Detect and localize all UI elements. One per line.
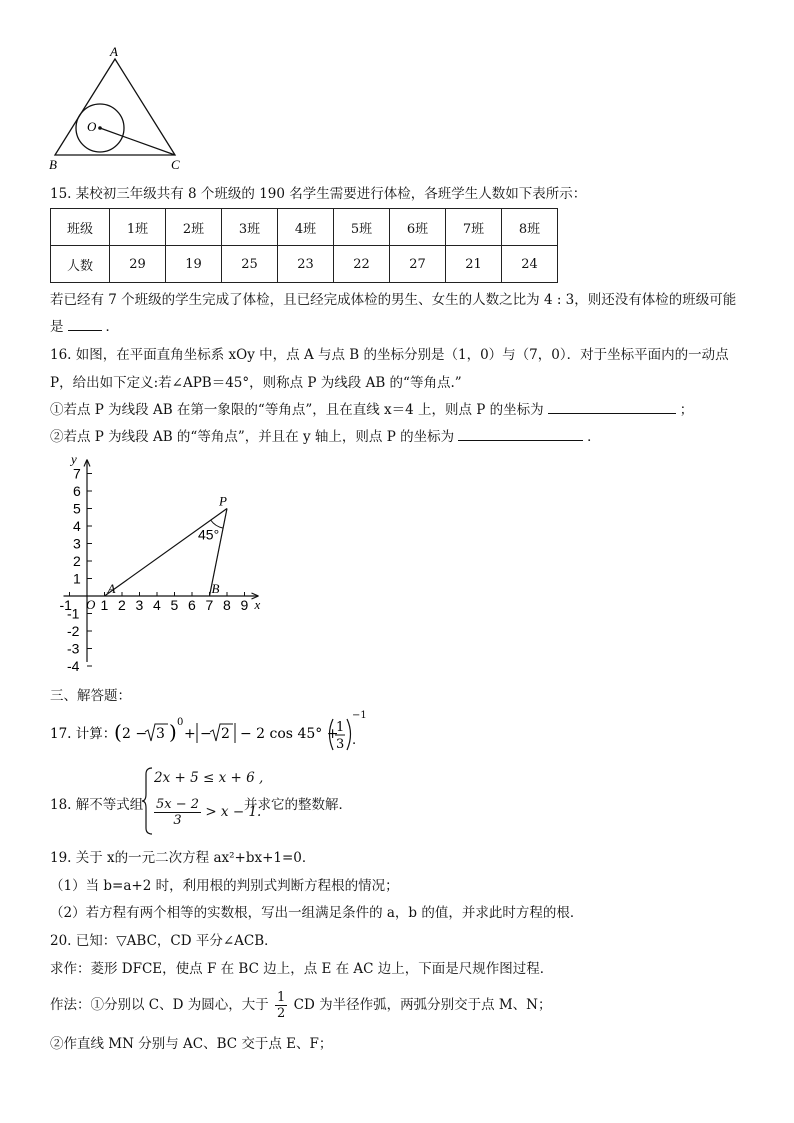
q20-line3 <box>50 990 552 1021</box>
q19-line1: 19. 关于 x的一元二次方程 ax²+bx+1=0． <box>50 850 316 866</box>
segment-ap <box>105 509 228 597</box>
q15-text-line2 <box>50 315 119 335</box>
point-o <box>98 126 102 130</box>
table-cell: 2班 <box>166 209 222 246</box>
y-tick-label: -2 <box>67 623 80 639</box>
q16-line3a: ①若点 P 为线段 AB 在第一象限的“等角点”，且在直线 x＝4 上，则点 P 的坐标为 <box>50 402 544 418</box>
y-tick-label: 1 <box>73 570 81 587</box>
q18-suffix: 并求它的整数解． <box>244 797 352 813</box>
y-tick-label: 2 <box>73 553 81 569</box>
table-cell: 19 <box>166 246 222 283</box>
segment-oc <box>100 128 175 155</box>
q15-stem: 15. 某校初三年级共有 8 个班级的 190 名学生需要进行体检，各班学生人数如下表所示： <box>50 186 587 202</box>
q16-line4a: ②若点 P 为线段 AB 的“等角点”，并且在 y 轴上，则点 P 的坐标为 <box>50 429 455 445</box>
table-cell: 3班 <box>222 209 278 246</box>
q16-line3 <box>50 398 693 418</box>
q20-line3a: 作法：①分别以 C、D 为圆心，大于 <box>50 997 269 1013</box>
label-a: A <box>110 45 118 59</box>
q16-line4b: ． <box>587 429 601 445</box>
table-cell: 7班 <box>446 209 502 246</box>
x-tick-label: -1 <box>59 597 72 613</box>
table-cell: 24 <box>502 246 558 283</box>
x-tick-label: 9 <box>240 597 249 613</box>
x-tick-label: 4 <box>153 597 161 613</box>
y-tick-label: 3 <box>73 535 81 552</box>
q18-ineq1: 2x + 5 ≤ x + 6 , <box>154 770 264 786</box>
x-tick-label: 6 <box>188 597 196 613</box>
table-cell: 8班 <box>502 209 558 246</box>
math-2b: 2 <box>221 726 230 742</box>
x-tick-label: 5 <box>170 597 179 613</box>
y-tick-label: -3 <box>67 640 80 657</box>
x-tick-label: 3 <box>135 597 144 613</box>
q15-text-line2b: ． <box>105 319 119 335</box>
table-header-cell: 人数 <box>51 246 110 283</box>
q16-line4 <box>50 425 601 445</box>
q17-expression <box>50 710 360 756</box>
answer-blank[interactable] <box>68 316 102 331</box>
label-c: C <box>171 157 180 172</box>
paren-left: ( <box>114 720 122 744</box>
section-heading: 三、解答题： <box>50 688 131 704</box>
y-tick-label: 4 <box>73 518 81 534</box>
half-fraction: $\frac{1}{2}$ <box>277 990 286 1021</box>
frac-num: 1 <box>336 720 345 735</box>
math-3: 3 <box>156 726 165 742</box>
table-header-cell: 班级 <box>51 209 110 246</box>
y-tick-label: 5 <box>73 500 81 517</box>
table-cell: 5班 <box>334 209 390 246</box>
point-label-p: P <box>219 493 227 509</box>
exp-0: 0 <box>177 717 184 728</box>
cos-term: − 2 cos 45° + <box>240 726 339 742</box>
triangle-abc <box>55 59 175 155</box>
y-tick-label: -4 <box>67 658 80 674</box>
x-tick-label: 8 <box>223 597 231 613</box>
paren-right: ) <box>169 720 177 744</box>
table-row <box>51 209 558 246</box>
q18-den: 3 <box>173 813 182 828</box>
x-axis-label: x <box>254 597 261 612</box>
table-cell: 27 <box>390 246 446 283</box>
q17-prefix: 17. 计算： <box>50 726 117 742</box>
q17-exponent: −1 <box>352 710 367 721</box>
minus: − <box>200 726 212 742</box>
q18-num: 5x − 2 <box>156 797 200 812</box>
answer-blank[interactable] <box>548 399 676 414</box>
table-cell: 6班 <box>390 209 446 246</box>
q18-prefix: 18. 解不等式组 <box>50 797 144 813</box>
math-2: 2 − <box>122 726 148 742</box>
table-cell: 22 <box>334 246 390 283</box>
q16-line1: 16. 如图，在平面直角坐标系 xOy 中，点 A 与点 B 的坐标分别是（1，0）与（7，0）．对于坐标平面内的一动点 <box>50 347 729 363</box>
answer-blank[interactable] <box>458 426 583 441</box>
frac-den: 3 <box>336 737 345 752</box>
label-b: B <box>49 157 57 172</box>
q17-suffix: ． <box>352 732 366 748</box>
y-tick-label: 6 <box>73 483 81 499</box>
q18-rhs: > x − 1. <box>205 804 262 820</box>
table-cell: 29 <box>110 246 166 283</box>
origin-label: O <box>86 597 96 612</box>
y-tick-label: 7 <box>73 465 81 482</box>
q20-line2: 求作：菱形 DFCE，使点 F 在 BC 边上，点 E 在 AC 边上，下面是尺规作图过程． <box>50 961 554 977</box>
x-tick-label: 7 <box>205 597 214 613</box>
table-row <box>51 246 558 283</box>
q15-text-line2a: 是 <box>50 319 64 335</box>
y-tick-label: -1 <box>67 605 80 622</box>
q19-line3: （2）若方程有两个相等的实数根，写出一组满足条件的 a，b 的值，并求此时方程的根． <box>50 905 584 921</box>
q16-line2: P，给出如下定义:若∠APB＝45°，则称点 P 为线段 AB 的“等角点.” <box>50 375 462 391</box>
q19-line2: （1）当 b=a+2 时，利用根的判别式判断方程根的情况； <box>50 878 399 894</box>
plus: + <box>184 726 196 742</box>
x-tick-label: 2 <box>118 597 126 613</box>
q18-fraction <box>154 797 201 828</box>
x-tick-label: 1 <box>100 597 109 613</box>
table-cell: 23 <box>278 246 334 283</box>
class-table <box>50 208 558 283</box>
point-label-a: A <box>107 581 116 596</box>
q20-line1: 20. 已知：▽ABC，CD 平分∠ACB． <box>50 933 278 949</box>
q17 <box>50 710 360 756</box>
triangle-figure <box>45 45 195 173</box>
point-label-b: B <box>211 581 220 596</box>
y-axis-label: y <box>71 451 77 467</box>
paren-right-big <box>347 719 351 750</box>
coordinate-chart <box>45 448 285 678</box>
table-cell: 21 <box>446 246 502 283</box>
q20-line4: ②作直线 MN 分别与 AC、BC 交于点 E、F； <box>50 1036 333 1052</box>
brace-icon <box>142 766 154 836</box>
q15-text-line1: 若已经有 7 个班级的学生完成了体检，且已经完成体检的男生、女生的人数之比为 4 : 3，则还没有体检的班级可能 <box>50 292 737 308</box>
table-cell: 1班 <box>110 209 166 246</box>
table-cell: 4班 <box>278 209 334 246</box>
table-cell: 25 <box>222 246 278 283</box>
angle-label: 45° <box>198 526 220 543</box>
q20-line3b: CD 为半径作弧，两弧分别交于点 M、N； <box>293 997 552 1013</box>
label-o: O <box>87 119 97 134</box>
q16-line3b: ； <box>679 402 694 418</box>
